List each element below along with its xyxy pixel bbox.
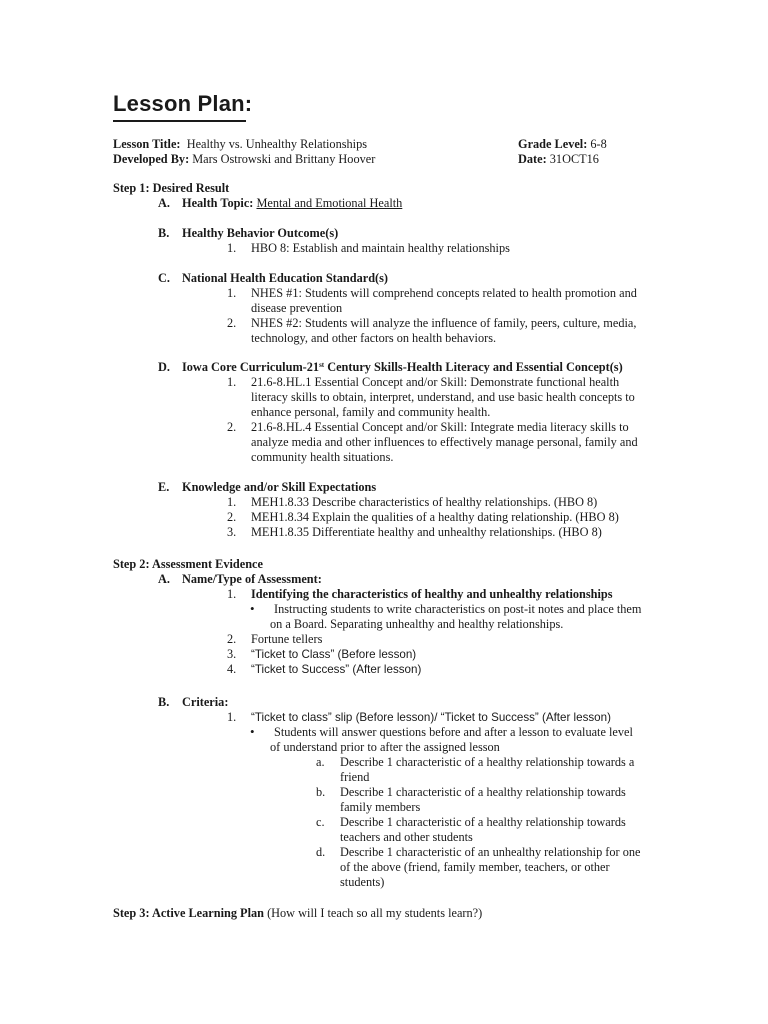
grade-level-value: 6-8 [590,137,607,151]
developed-by-line [113,152,375,167]
title-underline [113,120,246,122]
step3-heading: Step 3: Active Learning Plan (How will I teach so all my students learn?) [113,906,483,920]
list-item: 1. MEH1.8.33 Describe characteristics of healthy relationships. (HBO 8) [227,495,598,509]
sub-item: d. Describe 1 characteristic of an unhealthy relationship for one [316,845,641,859]
list-item: 2. MEH1.8.34 Explain the qualities of a healthy dating relationship. (HBO 8) [227,510,619,524]
date-label: Date: [518,152,547,166]
step1-d: D. Iowa Core Curriculum-21st Century Skills-Health Literacy and Essential Concept(s) [158,360,623,374]
step1-c: C. National Health Education Standard(s) [158,271,389,285]
sub-item-cont: students) [340,875,385,889]
step1-a: A. Health Topic: Mental and Emotional Health [158,196,403,210]
list-item-cont: enhance personal, family and community health. [251,405,491,419]
sub-item: a. Describe 1 characteristic of a healthy relationship towards a [316,755,635,769]
step2-b: B. Criteria: [158,695,229,709]
list-item-cont: analyze media and other influences to effectively manage personal, family and [251,435,638,449]
step1-b: B. Healthy Behavior Outcome(s) [158,226,339,240]
grade-level-line [518,137,607,152]
list-item: 3. “Ticket to Class” (Before lesson) [227,647,417,661]
list-item: 1. Identifying the characteristics of healthy and unhealthy relationships [227,587,613,601]
list-item: 2. 21.6-8.HL.4 Essential Concept and/or Skill: Integrate media literacy skills to [227,420,629,434]
step1-heading: Step 1: Desired Result [113,181,230,195]
list-item: 1. 21.6-8.HL.1 Essential Concept and/or Skill: Demonstrate functional health [227,375,620,389]
sub-item: c. Describe 1 characteristic of a healthy relationship towards [316,815,626,829]
list-item: 2. Fortune tellers [227,632,323,646]
step2-heading: Step 2: Assessment Evidence [113,557,263,571]
list-item: 1. “Ticket to class” slip (Before lesson)/ “Ticket to Success” (After lesson) [227,710,611,724]
developed-by-value: Mars Ostrowski and Brittany Hoover [192,152,376,166]
list-item-cont: technology, and other factors on health behaviors. [251,331,497,345]
page-title: Lesson Plan: [113,91,253,116]
sub-item-cont: family members [340,800,421,814]
list-item-cont: community health situations. [251,450,394,464]
bullet-item-cont: on a Board. Separating unhealthy and healthy relationships. [270,617,564,631]
list-item: 2. NHES #2: Students will analyze the influence of family, peers, culture, media, [227,316,637,330]
bullet-item-cont: of understand prior to after the assigned lesson [270,740,500,754]
list-item-cont: disease prevention [251,301,343,315]
bullet-item: • Instructing students to write characteristics on post-it notes and place them [250,601,642,616]
list-item-cont: literacy skills to obtain, interpret, understand, and use basic health concepts to [251,390,635,404]
list-item: 1. NHES #1: Students will comprehend concepts related to health promotion and [227,286,637,300]
lesson-title-line [113,137,367,152]
date-value: 31OCT16 [549,152,599,166]
sub-item-cont: teachers and other students [340,830,473,844]
step2-a: A. Name/Type of Assessment: [158,572,322,586]
grade-level-label: Grade Level: [518,137,588,151]
bullet-item: • Students will answer questions before and after a lesson to evaluate level [250,724,633,739]
lesson-title-value: Healthy vs. Unhealthy Relationships [186,137,368,151]
health-topic-value: Mental and Emotional Health [256,196,403,210]
list-item: 4. “Ticket to Success” (After lesson) [227,662,422,676]
developed-by-label: Developed By: [113,152,190,166]
step1-e: E. Knowledge and/or Skill Expectations [158,480,377,494]
step3-note: (How will I teach so all my students learn?) [267,906,483,920]
sub-item-cont: of the above (friend, family member, teachers, or other [340,860,610,874]
sub-item: b. Describe 1 characteristic of a healthy relationship towards [316,785,626,799]
list-item: 3. MEH1.8.35 Differentiate healthy and unhealthy relationships. (HBO 8) [227,525,602,539]
date-line [518,152,599,167]
list-item: 1. HBO 8: Establish and maintain healthy relationships [227,241,510,255]
lesson-title-label: Lesson Title: [113,137,181,151]
sub-item-cont: friend [340,770,370,784]
